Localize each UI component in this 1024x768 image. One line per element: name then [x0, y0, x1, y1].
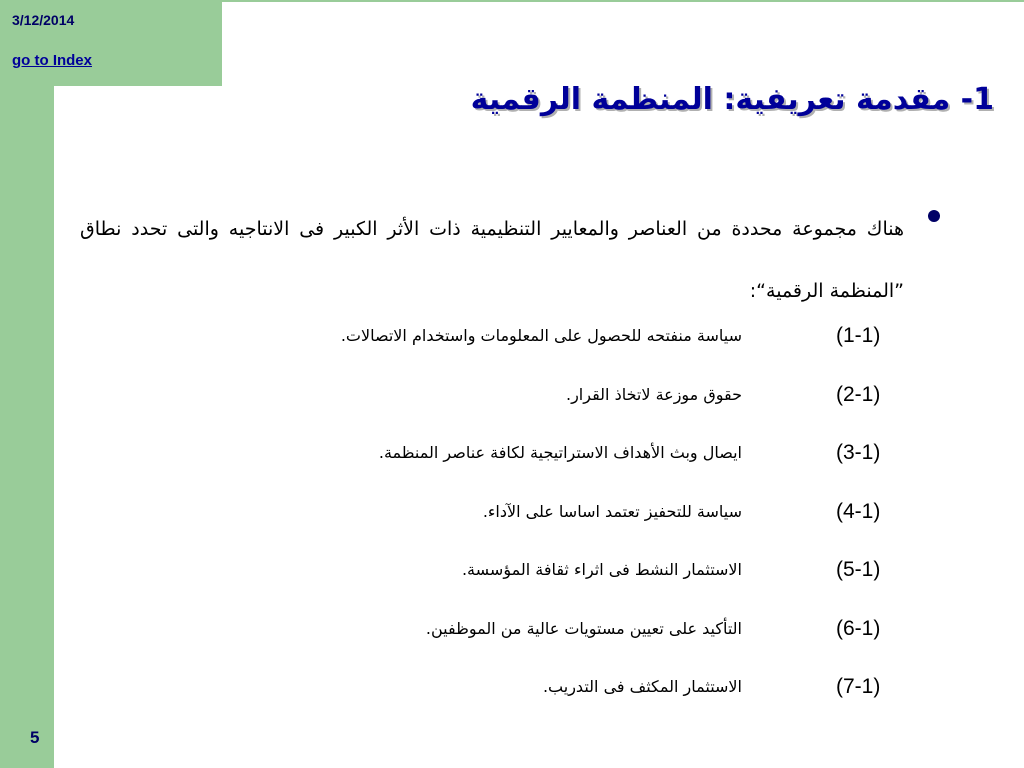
- slide-date: 3/12/2014: [12, 12, 75, 28]
- item-number: (2-1): [836, 382, 881, 406]
- item-text: سياسة منفتحه للحصول على المعلومات واستخدام الاتصالات.: [340, 326, 742, 345]
- items-list: [0, 318, 1024, 728]
- list-item: [0, 318, 1024, 377]
- item-number: (6-1): [836, 616, 881, 640]
- page-number: 5: [30, 728, 40, 747]
- go-to-index-link[interactable]: go to Index: [12, 52, 92, 69]
- list-item: [0, 494, 1024, 553]
- item-text: الاستثمار المكثف فى التدريب.: [542, 677, 742, 696]
- list-item: [0, 552, 1024, 611]
- list-item: [0, 435, 1024, 494]
- item-text: التأكيد على تعيين مستويات عالية من الموظفين.: [425, 618, 742, 638]
- item-number: (7-1): [836, 675, 881, 698]
- list-item: [0, 377, 1024, 436]
- intro-paragraph: هناك مجموعة محددة من العناصر والمعايير التنظيمية ذات الأثر الكبير فى الانتاجيه والتى تحدد نطاق ”المنظمة الرقمية“:: [80, 218, 904, 302]
- item-number: (1-1): [836, 324, 881, 347]
- item-number: (5-1): [836, 558, 881, 581]
- list-item: [0, 611, 1024, 670]
- item-text: ايصال وبث الأهداف الاستراتيجية لكافة عناصر المنظمة.: [378, 443, 742, 462]
- item-text: الاستثمار النشط فى اثراء ثقافة المؤسسة.: [461, 560, 742, 579]
- rounded-corner: [54, 86, 222, 146]
- item-number: (3-1): [836, 441, 881, 464]
- bullet-dot-icon: [928, 210, 940, 222]
- list-item: [0, 669, 1024, 728]
- slide-title: 1- مقدمة تعريفية: المنظمة الرقمية: [470, 82, 994, 117]
- top-line: [222, 0, 1024, 2]
- item-number: (4-1): [836, 499, 881, 523]
- item-text: سياسة للتحفيز تعتمد اساسا على الآداء.: [482, 501, 742, 521]
- item-text: حقوق موزعة لاتخاذ القرار.: [565, 384, 742, 404]
